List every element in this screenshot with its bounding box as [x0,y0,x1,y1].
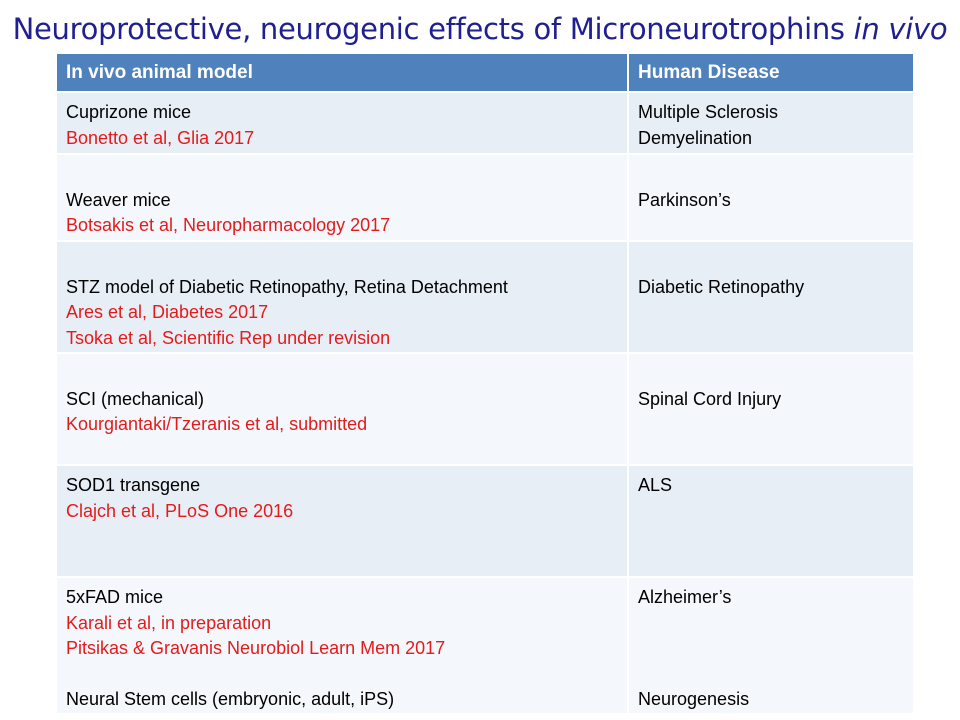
table-row [57,577,913,713]
table-header-row [57,54,913,92]
disease-cell [628,577,913,713]
disease-name: ALS [638,475,673,495]
model-name: Weaver mice [66,189,171,210]
disease-cell [628,92,913,154]
reference: Tsoka et al, Scientific Rep under revision [66,327,391,348]
model-cell [57,353,628,465]
slide-title-emphasis: in vivo [853,12,948,46]
table-row [57,92,913,154]
model-cell [57,92,628,154]
reference: Clajch et al, PLoS One 2016 [66,500,294,521]
reference: Pitsikas & Gravanis Neurobiol Learn Mem 2017 [66,638,446,658]
reference: Botsakis et al, Neuropharmacology 2017 [66,215,391,235]
disease-cell [628,241,913,353]
header-animal-model: In vivo animal model [57,54,628,92]
model-cell [57,465,628,577]
reference: Ares et al, Diabetes 2017 [66,302,269,322]
model-cell [57,577,628,713]
disease-name: Neurogenesis [638,689,750,709]
header-human-disease: Human Disease [628,54,913,92]
model-cell [57,154,628,241]
table-row [57,154,913,241]
disease-name: Alzheimer’s [638,587,732,607]
reference: Kourgiantaki/Tzeranis et al, submitted [66,414,368,434]
model-name: SOD1 transgene [66,475,201,495]
table-row [57,353,913,465]
model-name: Neural Stem cells (embryonic, adult, iPS) [66,689,395,709]
model-name: Cuprizone mice [66,102,192,122]
table-row [57,465,913,577]
model-name: 5xFAD mice [66,587,164,607]
disease-cell [628,353,913,465]
disease-name: Parkinson’s [638,189,731,210]
table-row [57,241,913,353]
disease-cell [628,154,913,241]
disease-cell [628,465,913,577]
slide-title [0,12,960,46]
model-cell [57,241,628,353]
disease-name: Demyelination [638,127,753,148]
model-name: SCI (mechanical) [66,388,205,409]
disease-name: Spinal Cord Injury [638,388,782,409]
disease-name: Diabetic Retinopathy [638,276,805,297]
reference: Bonetto et al, Glia 2017 [66,127,255,148]
slide-title-main: Neuroprotective, neurogenic effects of Microneurotrophins [12,12,854,46]
reference: Karali et al, in preparation [66,612,272,633]
disease-name: Multiple Sclerosis [638,102,779,122]
models-table [57,54,913,713]
model-name: STZ model of Diabetic Retinopathy, Retina Detachment [66,276,508,297]
